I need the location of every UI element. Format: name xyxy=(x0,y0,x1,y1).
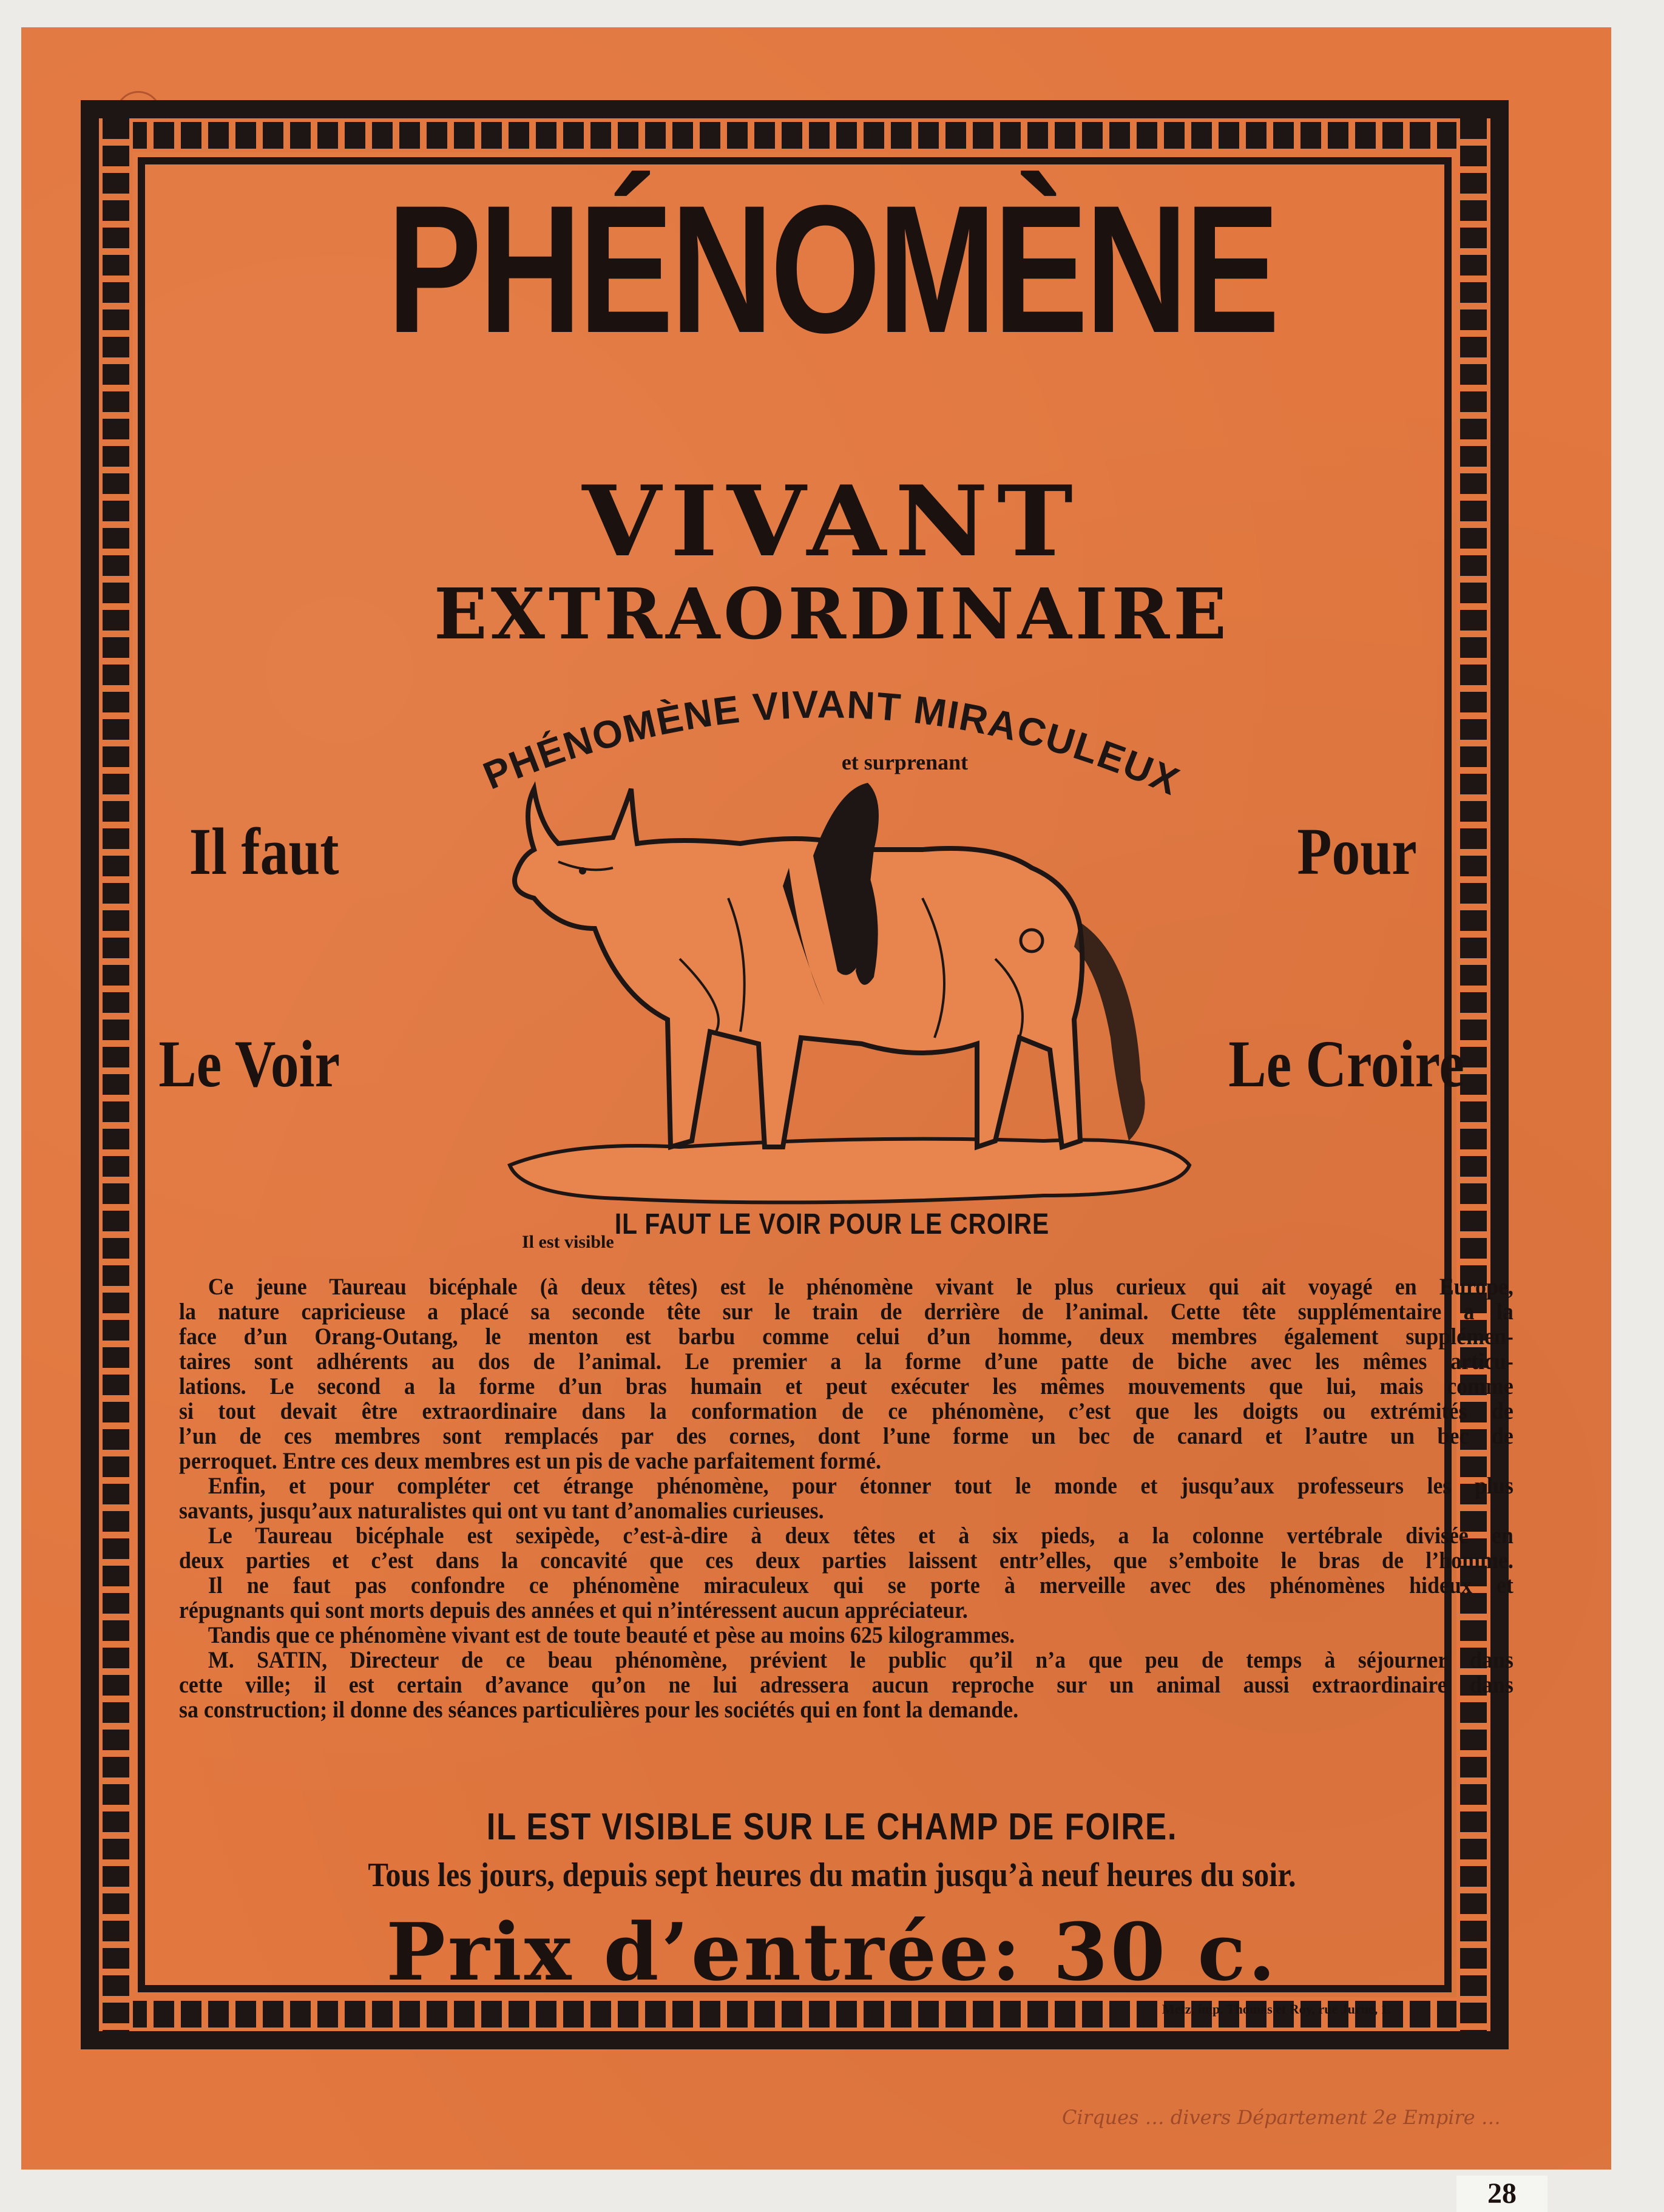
body-line: la nature capricieuse a placé sa seconde tête sur le train de derrière de l’animal. Cette tête supplémentaire a la xyxy=(179,1299,1513,1325)
bull-illustration xyxy=(498,777,1202,1214)
body-line: deux parties et c’est dans la concavité que ces deux parties laissent entr’elles, que s’emboite le bras de l’homme. xyxy=(179,1547,1513,1574)
arc-subtitle: et surprenant xyxy=(841,750,969,774)
checker-border-top xyxy=(99,118,1490,152)
body-line: Il ne faut pas confondre ce phénomène miraculeux qui se porte à merveille avec des phénomènes hideux et xyxy=(208,1572,1513,1598)
side-text-right-bottom: Le Croire xyxy=(1228,1027,1464,1101)
body-line: taires sont adhérents au dos de l’animal. Le premier a la forme d’une patte de biche avec les mêmes articu- xyxy=(179,1348,1513,1375)
visible-note: Il est visible xyxy=(522,1232,614,1252)
location-line: IL EST VISIBLE SUR LE CHAMP DE FOIRE. xyxy=(486,1806,1178,1848)
svg-text:PHÉNOMÈNE VIVANT MIRACULEUX: PHÉNOMÈNE VIVANT MIRACULEUX xyxy=(477,682,1186,804)
slogan: IL FAUT LE VOIR POUR LE CROIRE xyxy=(614,1208,1050,1240)
side-text-right-top: Pour xyxy=(1297,814,1417,888)
hours-line: Tous les jours, depuis sept heures du matin jusqu’à neuf heures du soir. xyxy=(368,1856,1296,1894)
body-line: face d’un Orang-Outang, le menton est barbu comme celui d’un homme, deux membres également supplémen- xyxy=(179,1324,1513,1350)
body-line: Le Taureau bicéphale est sexipède, c’est-à-dire à deux têtes et à six pieds, a la colonne vertébrale divisée en xyxy=(208,1523,1513,1549)
body-line: répugnants qui sont morts depuis des années et qui n’intéressent aucun appréciateur. xyxy=(179,1597,968,1623)
body-line: perroquet. Entre ces deux membres est un pis de vache parfaitement formé. xyxy=(179,1448,881,1474)
subtitle-extraordinaire: EXTRAORDINAIRE xyxy=(434,573,1230,655)
body-line: sa construction; il donne des séances particulières pour les sociétés qui en font la demande. xyxy=(179,1697,1019,1723)
printer-imprint: Metz, imp. Thomas et Roy, rue Jurue, 1. xyxy=(1162,2001,1392,2017)
inventory-number: 28 xyxy=(1456,2176,1547,2212)
body-line: l’un de ces membres sont remplacés par des cornes, dont l’une forme un bec de canard et l’autre un bec de xyxy=(179,1423,1513,1449)
body-line: cette ville; il est certain d’avance qu’on ne lui adressera aucun reproche sur un animal aussi extraordinaire dans xyxy=(179,1672,1513,1698)
price-line: Prix d’entrée: 30 c. xyxy=(386,1906,1278,1998)
side-text-left-bottom: Le Voir xyxy=(158,1027,340,1101)
body-line: si tout devait être extraordinaire dans la conformation de ce phénomène, c’est que les doigts ou extrémités de xyxy=(179,1398,1513,1424)
body-line: Ce jeune Taureau bicéphale (à deux têtes) est le phénomène vivant le plus curieux qui ait voyagé en Europe, xyxy=(208,1274,1513,1300)
body-line: M. SATIN, Directeur de ce beau phénomène, prévient le public qu’il n’a que peu de temps à séjourner dans xyxy=(208,1647,1513,1673)
subtitle-vivant: VIVANT xyxy=(582,464,1082,578)
body-line: Tandis que ce phénomène vivant est de toute beauté et pèse au moins 625 kilogrammes. xyxy=(208,1622,1015,1648)
checker-border-left xyxy=(99,118,133,2031)
body-text xyxy=(179,1274,1513,1722)
body-line: lations. Le second a la forme d’un bras humain et peut exécuter les mêmes mouvements que lui, mais comme xyxy=(179,1373,1513,1399)
poster-title: PHÉNOMÈNE xyxy=(387,167,1277,371)
body-line: Enfin, et pour compléter cet étrange phénomène, pour étonner tout le monde et jusqu’aux professeurs les plus xyxy=(208,1473,1513,1499)
side-text-left-top: Il faut xyxy=(189,814,339,888)
body-line: savants, jusqu’aux naturalistes qui ont vu tant d’anomalies curieuses. xyxy=(179,1498,824,1524)
handwritten-note: Cirques … divers Département 2e Empire … xyxy=(1062,2106,1501,2129)
